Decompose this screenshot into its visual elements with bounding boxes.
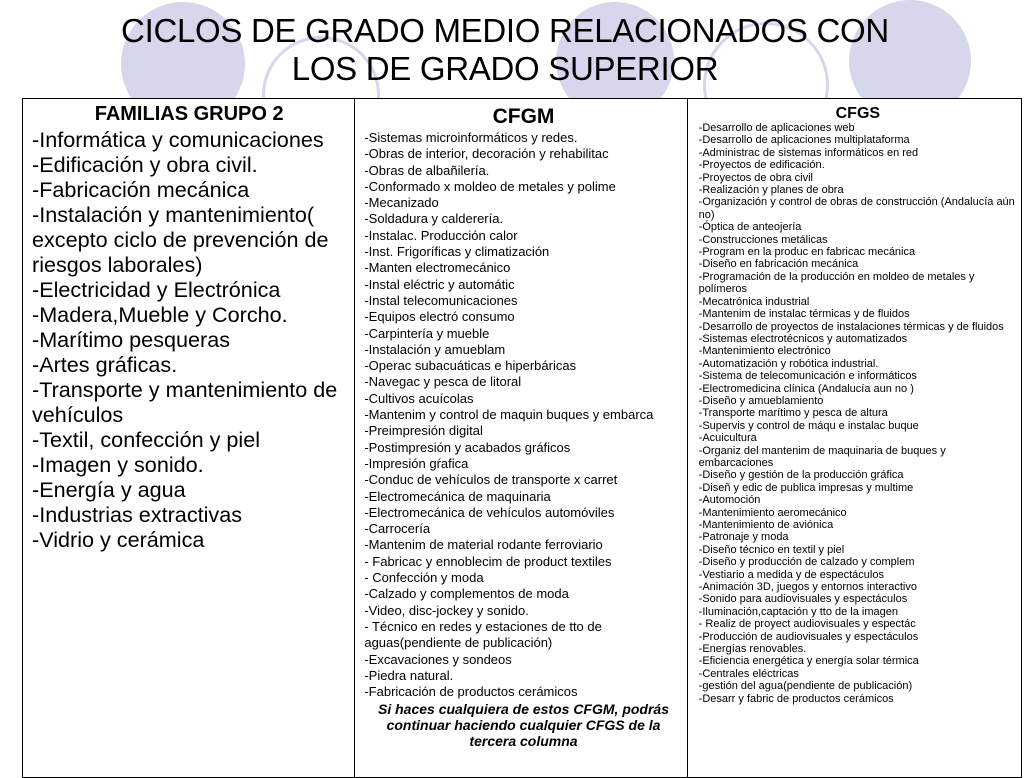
cfgm-item: -Instal eléctric y automátic [364,276,515,292]
cfgs-item: -Realización y planes de obra [698,184,844,197]
cfgs-item: -Mantenimiento aeromecánico [698,506,847,519]
cfgm-item: -Operac subacuáticas e hiperbáricas [364,358,577,374]
cfgm-item: -Obras de albañilería. [364,162,490,178]
cfgm-item: -Conduc de vehículos de transporte x carret [364,472,618,488]
cfgs-item: -Diseñ y edic de publica impresas y multime [698,481,914,494]
cfgs-item: -Óptica de anteojería [698,221,802,234]
cfgm-item: -Manten electromecánico [364,260,511,276]
cfgm-item: -Mecanizado [364,195,439,211]
cfgm-header: CFGM [492,105,555,128]
cfgs-item: -Iluminación,captación y tto de la imagen [698,605,899,618]
slide-title: CICLOS DE GRADO MEDIO RELACIONADOS CON LOS DE GRADO SUPERIOR [121,12,889,87]
cfgs-item: -Desarr y fabric de productos cerámicos [698,692,894,705]
cfgs-item: -Diseño y producción de calzado y complem [698,556,915,569]
cfgs-item: -Mantenimiento electrónico [698,345,831,358]
cfgs-item: -Acuicultura [698,432,757,445]
cfgs-item: -Mantenim de instalac térmicas y de fluidos [698,308,910,321]
family-item: -Artes gráficas. [32,352,178,377]
cfgm-item: - Confección y moda [364,570,484,586]
cfgs-item: -Program en la produc en fabricac mecánica [698,246,916,259]
cfgs-item: -Supervis y control de máqu e instalac buque [698,419,919,432]
cfgm-item: -Instalac. Producción calor [364,227,518,243]
cfgm-item: -Carpintería y mueble [364,325,490,341]
cfgs-header: CFGS [835,105,881,122]
cfgm-item: -Excavaciones y sondeos [364,651,512,667]
cfgs-item: -Automoción [698,494,761,507]
cfgs-item: -Programación de la producción en moldeo de metales y polímeros [698,270,975,296]
cfgs-item: -Electromedicina clínica (Andalucía aun no ) [698,382,914,395]
cfgs-item: -Desarrollo de proyectos de instalaciones térmicas y de fluidos [698,320,1004,333]
family-item: -Industrias extractivas [32,502,243,527]
cfgs-item: -Diseño técnico en textil y piel [698,543,845,556]
cfgs-item: -Organiz del mantenim de maquinaria de buques y embarcaciones [698,444,946,469]
family-item: -Fabricación mecánica [32,177,250,202]
cfgm-item: -Electromecánica de maquinaria [364,488,551,504]
cfgs-item: -Transporte marítimo y pesca de altura [698,407,888,420]
family-item: -Marítimo pesqueras [32,327,231,352]
family-item: -Instalación y mantenimiento( excepto ciclo de prevención de riesgos laborales) [32,202,329,277]
cfgs-item: - Realiz de proyect audiovisuales y espectác [698,618,916,631]
cfgm-item: -Electromecánica de vehículos automóviles [364,504,615,520]
cfgs-item: -Animación 3D, juegos y entornos interactivo [698,581,917,594]
cfgm-item: -Conformado x moldeo de metales y polime [364,178,616,194]
cfgm-item: -Impresión gŕafica [364,455,469,471]
cfgs-item: -Energías renovables. [698,643,807,656]
cfgs-item: -Diseño y gestión de la producción gráfica [698,469,904,482]
cfgm-item: -Equipos electró consumo [364,309,515,325]
family-item: -Transporte y mantenimiento de vehículos [32,377,338,427]
cycles-table [22,98,1022,778]
cfgm-list [364,130,682,700]
cfgs-item: -Diseño en fabricación mecánica [698,258,859,271]
cfgm-item: -Fabricación de productos cerámicos [364,684,578,700]
family-item: -Vidrio y cerámica [32,527,205,552]
cfgs-item: -Desarrollo de aplicaciones multiplataforma [698,134,910,147]
cfgm-item: -Calzado y complementos de moda [364,586,569,602]
cfgm-note: Si haces cualquiera de estos CFGM, podrás continuar haciendo cualquier CFGS de la tercera columna [378,701,669,750]
cfgm-item: -Instal telecomunicaciones [364,292,518,308]
cfgs-item: -Sistemas electrotécnicos y automatizados [698,332,908,345]
cfgs-item: -Producción de audiovisuales y espectáculos [698,630,919,643]
cfgs-item: -Sonido para audiovisuales y espectáculos [698,593,908,606]
cfgm-item: -Obras de interior, decoración y rehabilitac [364,146,609,162]
cfgs-item: -Proyectos de obra civil [698,171,813,184]
cfgm-item: - Técnico en redes y estaciones de tto de aguas(pendiente de publicación) [364,618,602,651]
family-item: -Textil, confección y piel [32,427,261,452]
family-item: -Informática y comunicaciones [32,127,324,152]
cfgs-item: -Sistema de telecomunicación e informáticos [698,370,917,383]
family-item: -Electricidad y Electrónica [32,277,281,302]
family-item: -Energía y agua [32,477,186,502]
cfgm-item: -Carrocería [364,521,431,537]
cfgm-item: -Piedra natural. [364,667,454,683]
cfgs-item: -Construcciones metálicas [698,233,828,246]
cfgm-item: -Soldadura y calderería. [364,211,504,227]
cfgs-column [688,99,1021,777]
cfgs-item: -Vestiario a medida y de espectáculos [698,568,884,581]
cfgs-list [699,122,1017,705]
cfgs-item: -Desarrollo de aplicaciones web [698,122,855,134]
cfgm-item: -Inst. Frigoríficas y climatización [364,244,550,260]
cfgm-item: - Fabricac y ennoblecim de product textiles [364,553,612,569]
cfgm-item: -Navegac y pesca de litoral [364,374,522,390]
cfgm-item: -Postimpresión y acabados gráficos [364,439,571,455]
families-list [32,127,346,552]
families-header: FAMILIAS GRUPO 2 [94,103,284,125]
cfgs-item: -Automatización y robótica industrial. [698,357,879,370]
cfgs-item: -Diseño y amueblamiento [698,394,824,407]
families-column [23,99,355,777]
family-item: -Edificación y obra civil. [32,152,258,177]
cfgs-item: -gestión del agua(pendiente de publicación) [698,680,913,693]
cfgs-item: -Centrales eléctricas [698,667,799,680]
cfgm-column [355,99,687,777]
cfgs-item: -Mecatrónica industrial [698,295,810,308]
cfgs-item: -Mantenimiento de aviónica [698,519,834,531]
cfgm-item: -Instalación y amueblam [364,341,506,357]
cfgs-item: -Administrac de sistemas informáticos en red [698,146,919,159]
cfgs-item: -Patronaje y moda [698,531,789,544]
cfgm-item: -Cultivos acuícolas [364,390,474,406]
cfgm-item: -Mantenim y control de maquin buques y embarca [364,407,654,423]
cfgs-item: -Organización y control de obras de construcción (Andalucía aún no) [698,196,1015,221]
cfgs-item: -Proyectos de edificación. [698,159,825,172]
cfgm-item: -Preimpresión digital [364,423,483,439]
cfgm-item: -Mantenim de material rodante ferroviario [364,537,603,553]
cfgs-item: -Eficiencia energética y energía solar térmica [698,655,919,668]
family-item: -Imagen y sonido. [32,452,204,477]
cfgm-item: -Sistemas microinformáticos y redes. [364,130,578,145]
family-item: -Madera,Mueble y Corcho. [32,302,288,327]
cfgm-item: -Video, disc-jockey y sonido. [364,602,529,618]
